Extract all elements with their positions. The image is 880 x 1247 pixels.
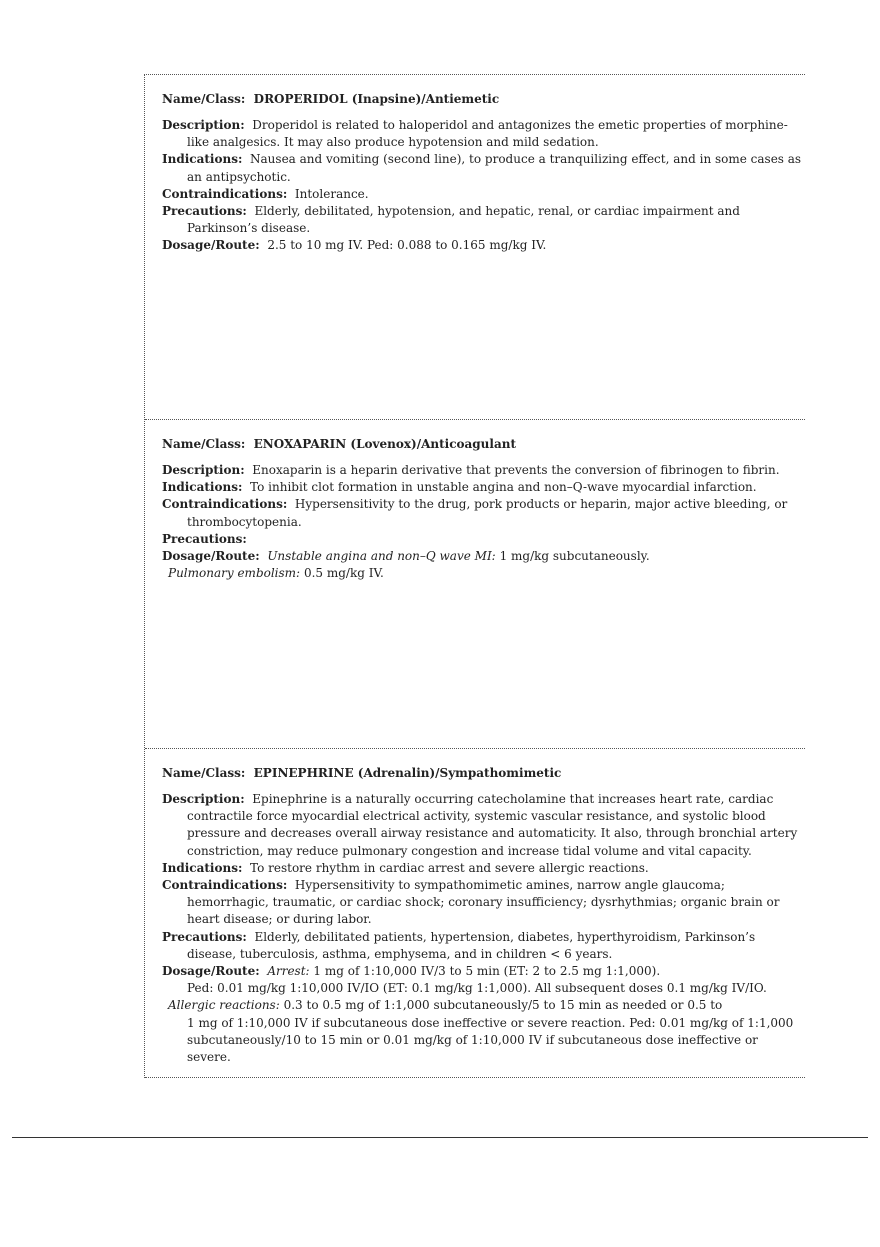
description-field bbox=[162, 791, 802, 860]
indications-text: To restore rhythm in cardiac arrest and severe allergic reactions. bbox=[250, 860, 649, 875]
drug-card-epinephrine bbox=[145, 749, 805, 1078]
dosage-text: Ped: 0.01 mg/kg 1:10,000 IV/IO (ET: 0.1 mg/kg 1:1,000). All subsequent doses 0.1 mg/kg IV/IO. bbox=[187, 981, 767, 996]
description-field bbox=[162, 117, 802, 151]
precautions-label: Precautions: bbox=[162, 929, 247, 944]
title-label: Name/Class: bbox=[162, 766, 246, 780]
dosage-label: Dosage/Route: bbox=[162, 964, 260, 979]
drug-card-enoxaparin bbox=[145, 420, 805, 749]
title-label: Name/Class: bbox=[162, 92, 246, 106]
dosage-line bbox=[162, 980, 802, 997]
precautions-text: Elderly, debilitated patients, hypertension, diabetes, hyperthyroidism, Parkinson’s disease, tuberculosis, asthma, emphysema, and in children < 6 years. bbox=[187, 929, 756, 961]
description-label: Description: bbox=[162, 792, 245, 806]
contraindications-text: Hypersensitivity to the drug, pork products or heparin, major active bleeding, or thrombocytopenia. bbox=[187, 497, 788, 529]
dosage-qualifier: Allergic reactions: bbox=[168, 998, 280, 1013]
indications-text: Nausea and vomiting (second line), to produce a tranquilizing effect, and in some cases as an antipsychotic. bbox=[187, 152, 802, 184]
description-field bbox=[162, 462, 802, 479]
dosage-line bbox=[162, 1015, 802, 1067]
dosage-field bbox=[162, 237, 802, 254]
contraindications-text: Intolerance. bbox=[294, 186, 369, 201]
dosage-text: 0.3 to 0.5 mg of 1:1,000 subcutaneously/5 to 15 min as needed or 0.5 to bbox=[283, 998, 723, 1013]
precautions-text: Elderly, debilitated, hypotension, and hepatic, renal, or cardiac impairment and Parkinson’s disease. bbox=[187, 204, 740, 236]
dosage-field bbox=[162, 963, 802, 980]
description-text: Enoxaparin is a heparin derivative that prevents the conversion of fibrinogen to fibrin. bbox=[252, 463, 780, 477]
title-value: ENOXAPARIN (Lovenox)/Anticoagulant bbox=[253, 437, 517, 451]
card-title bbox=[162, 437, 802, 451]
description-text: Epinephrine is a naturally occurring catecholamine that increases heart rate, cardiac contractile force myocardial electrical activity, systemic vascular resistance, and systolic blood pressure and decreases overall airway resistance and automaticity. It also, through bronchial artery constriction, may reduce pulmonary congestion and increase tidal volume and vital capacity. bbox=[187, 792, 798, 858]
indications-field bbox=[162, 151, 802, 185]
contraindications-label: Contraindications: bbox=[162, 878, 288, 893]
indications-label: Indications: bbox=[162, 480, 243, 495]
drug-cards-frame bbox=[144, 74, 805, 1078]
title-value: EPINEPHRINE (Adrenalin)/Sympathomimetic bbox=[253, 766, 562, 780]
indications-field bbox=[162, 860, 802, 877]
indications-label: Indications: bbox=[162, 860, 243, 875]
contraindications-field bbox=[162, 186, 802, 203]
dosage-text: 2.5 to 10 mg IV. Ped: 0.088 to 0.165 mg/kg IV. bbox=[267, 238, 547, 253]
precautions-label: Precautions: bbox=[162, 204, 247, 219]
title-value: DROPERIDOL (Inapsine)/Antiemetic bbox=[253, 92, 500, 106]
dosage-qualifier: Pulmonary embolism: bbox=[168, 566, 301, 581]
card-title bbox=[162, 92, 802, 106]
dosage-line bbox=[162, 997, 802, 1014]
contraindications-label: Contraindications: bbox=[162, 186, 288, 201]
description-label: Description: bbox=[162, 118, 245, 132]
dosage-label: Dosage/Route: bbox=[162, 549, 260, 564]
description-label: Description: bbox=[162, 463, 245, 477]
dosage-label: Dosage/Route: bbox=[162, 238, 260, 253]
dosage-text: 1 mg of 1:10,000 IV if subcutaneous dose ineffective or severe reaction. Ped: 0.01 mg/kg of 1:1,000 subcutaneously/10 to 15 min or 0.01 mg/kg of 1:10,000 IV if subcutaneous dose ineffective or severe. bbox=[187, 1015, 794, 1065]
dosage-text: 1 mg/kg subcutaneously. bbox=[499, 549, 650, 564]
description-text: Droperidol is related to haloperidol and antagonizes the emetic properties of morphine-like analgesics. It may also produce hypotension and mild sedation. bbox=[187, 118, 788, 150]
indications-field bbox=[162, 479, 802, 496]
dosage-qualifier: Arrest: bbox=[267, 964, 310, 979]
precautions-field bbox=[162, 531, 802, 548]
title-label: Name/Class: bbox=[162, 437, 246, 451]
dosage-field bbox=[162, 548, 802, 565]
contraindications-text: Hypersensitivity to sympathomimetic amines, narrow angle glaucoma; hemorrhagic, traumatic, or cardiac shock; coronary insufficiency; dysrhythmias; organic brain or heart disease; or during labor. bbox=[187, 878, 780, 927]
contraindications-field bbox=[162, 496, 802, 530]
contraindications-field bbox=[162, 877, 802, 929]
contraindications-label: Contraindications: bbox=[162, 497, 288, 512]
indications-text: To inhibit clot formation in unstable angina and non–Q-wave myocardial infarction. bbox=[250, 480, 757, 495]
dosage-text: 0.5 mg/kg IV. bbox=[303, 566, 384, 581]
page-footer-rule bbox=[12, 1137, 868, 1138]
precautions-field bbox=[162, 929, 802, 963]
precautions-label: Precautions: bbox=[162, 531, 247, 546]
card-title bbox=[162, 766, 802, 780]
dosage-text: 1 mg of 1:10,000 IV/3 to 5 min (ET: 2 to 2.5 mg 1:1,000). bbox=[313, 964, 661, 979]
dosage-line bbox=[162, 565, 802, 582]
precautions-field bbox=[162, 203, 802, 237]
dosage-qualifier: Unstable angina and non–Q wave MI: bbox=[267, 549, 496, 564]
drug-card-droperidol bbox=[145, 75, 805, 420]
indications-label: Indications: bbox=[162, 152, 243, 167]
